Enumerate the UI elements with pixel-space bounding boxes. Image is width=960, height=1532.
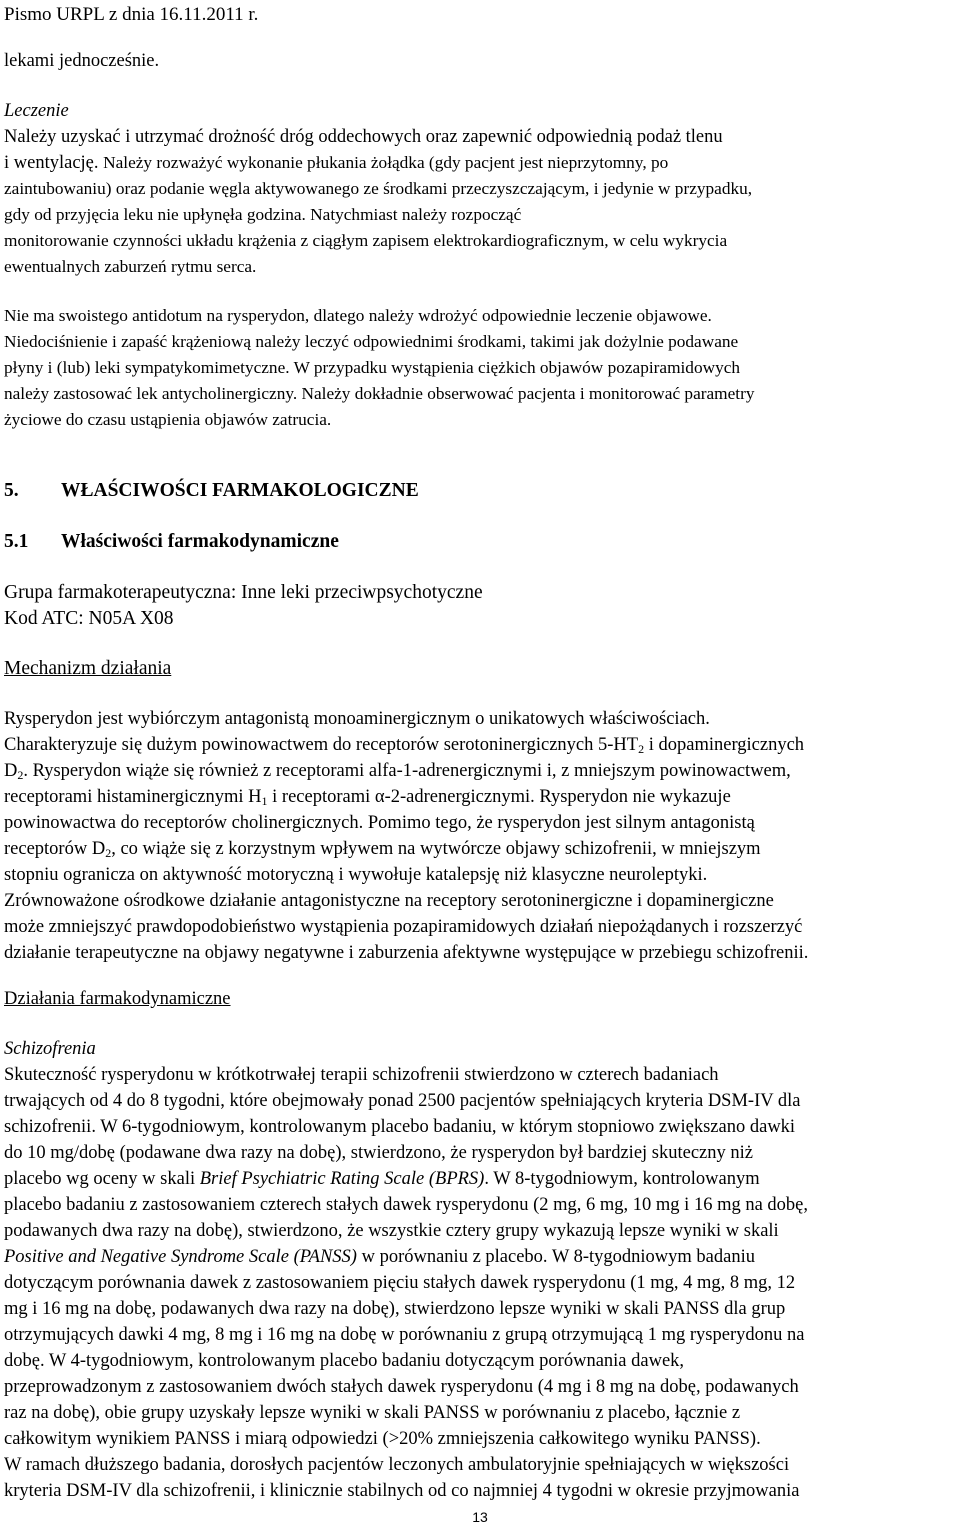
pharmacodynamics-heading [4,986,956,1012]
text-line: przeprowadzonym z zastosowaniem dwóch stałych dawek rysperydonu (4 mg i 8 mg na dobę, podawanych [4,1377,799,1397]
text-line [4,381,956,407]
text-line: Skuteczność rysperydonu w krótkotrwałej terapii schizofrenii stwierdzono w czterech badaniach [4,1065,719,1085]
text-span: . W 8-tygodniowym, kontrolowanym [484,1169,760,1189]
text-span: i receptorami α-2-adrenergicznymi. [267,787,540,807]
section-5-heading [4,478,956,504]
text-span: Rysperydon nie wykazuje [539,787,731,807]
subscript: 2 [105,846,112,860]
text-line: monitorowanie czynności układu krążenia z ciągłym zapisem elektrokardiograficznym, w celu wykrycia [4,231,728,250]
text-span: powinowactwa do receptorów cholinergicznych. [4,813,368,833]
text-line: do 10 mg/dobę (podawane dwa razy na dobę), stwierdzono, że rysperydon był bardziej skuteczny niż [4,1143,753,1163]
schizophrenia-section [4,1036,956,1504]
text-line: ewentualnych zaburzeń rytmu serca. [4,257,257,276]
text-line [4,836,956,862]
text-line: Zrównoważone ośrodkowe działanie antagonistyczne na receptory serotoninergiczne i dopaminergiczne [4,891,774,911]
text-span: i dopaminergicznych [644,735,805,755]
text-line [4,1166,956,1192]
treatment-section [4,98,956,280]
text-span: . Rysperydon wiąże się również z receptorami alfa-1-adrenergicznymi i, z mniejszym powinowactwem, [23,761,791,781]
text-line [4,202,956,228]
mechanism-heading [4,656,956,682]
document-header: Pismo URPL z dnia 16.11.2011 r. [4,4,259,25]
section-title [4,478,956,504]
text-span: Należy rozważyć wykonanie płukania żołądka (gdy pacjent jest nieprzytomny, po [103,153,669,172]
text-span: Natychmiast należy rozpocząć [310,205,522,224]
text-line: mg i 16 mg na dobę, podawanych dwa razy na dobę), stwierdzono lepsze wyniki w skali PANSS dla grup [4,1299,786,1319]
text-line: placebo badaniu z zastosowaniem czterech stałych dawek rysperydonu (2 mg, 6 mg, 10 mg i 16 mg na dobę, [4,1195,809,1215]
text-span: placebo wg oceny w skali [4,1169,200,1189]
text-line: Należy uzyskać i utrzymać drożność dróg oddechowych oraz zapewnić odpowiednią podaż tlenu [4,127,723,147]
text-line: całkowitym wynikiem PANSS i miarą odpowiedzi (>20% zmniejszenia całkowitego wyniku PANSS). [4,1429,761,1449]
text-line: kryteria DSM-IV dla schizofrenii, i klinicznie stabilnych od co najmniej 4 tygodni w okresie przyjmowania [4,1481,800,1501]
antidote-section [4,303,956,433]
section-title-text: WŁAŚCIWOŚCI FARMAKOLOGICZNE [61,480,419,501]
text-span: , co wiąże się z korzystnym wpływem na wytwórcze objawy schizofrenii, w mniejszym [111,839,761,859]
overdose-tail [4,48,956,74]
text-line: Nie ma swoistego antidotum na rysperydon, dlatego należy wdrożyć odpowiednie leczenie objawowe. [4,306,712,325]
section-number: 5.1 [4,531,29,552]
subsection-title: Schizofrenia [4,1039,96,1059]
subscript: 1 [261,794,268,808]
scale-name: Brief Psychiatric Rating Scale (BPRS) [199,1169,485,1189]
text-line: działanie terapeutyczne na objawy negatywne i zaburzenia afektywne występujące w przebiegu schizofrenii. [4,943,809,963]
text-line: stopniu ogranicza on aktywność motoryczną i wywołuje katalepsję niż klasyczne neuroleptyki. [4,865,708,885]
text-line: W ramach dłuższego badania, dorosłych pacjentów leczonych ambulatoryjnie spełniających w większości [4,1455,790,1475]
section-5-1-heading [4,529,956,555]
text-span: należy zastosować lek antycholinergiczny. [4,384,302,403]
text-line [4,355,956,381]
text-span: płyny i (lub) leki sympatykomimetyczne. [4,358,294,377]
text-line: Niedociśnienie i zapaść krążeniową należy leczyć odpowiednimi środkami, takimi jak dożylnie podawane [4,332,739,351]
text-span: D [4,761,18,781]
text-line [4,732,956,758]
text-line: Kod ATC: N05A X08 [4,608,174,629]
mechanism-section [4,706,956,966]
text-line: może zmniejszyć prawdopodobieństwo wystąpienia pozapiramidowych działań niepożądanych i rozszerzyć [4,917,803,937]
text-span: Charakteryzuje się dużym powinowactwem do receptorów serotoninergicznych 5-HT [4,735,639,755]
text-line [4,810,956,836]
section-number: 5. [4,480,19,501]
classification [4,580,956,632]
text-line: trwających od 4 do 8 tygodni, które obejmowały ponad 2500 pacjentów spełniających kryteria DSM-IV dla [4,1091,801,1111]
subscript: 2 [17,768,24,782]
section-title [4,529,956,555]
text-line: dotyczącym porównania dawek z zastosowaniem pięciu stałych dawek rysperydonu (1 mg, 4 mg, 8 mg, 12 [4,1273,796,1293]
text-span: receptorów D [4,839,106,859]
text-span: i wentylację. [4,153,104,173]
subscript: 2 [638,742,645,756]
text-line: Grupa farmakoterapeutyczna: Inne leki przeciwpsychotyczne [4,582,483,603]
subsection-title: Leczenie [4,101,69,121]
text-line: raz na dobę), obie grupy uzyskały lepsze wyniki w skali PANSS w porównaniu z placebo, łącznie z [4,1403,741,1423]
text-line [4,784,956,810]
text-span: w porównaniu z placebo. W 8-tygodniowym badaniu [356,1247,755,1267]
text-line: podawanych dwa razy na dobę), stwierdzono, że wszystkie cztery grupy wykazują lepsze wyniki w skali [4,1221,779,1241]
text-line [4,1244,956,1270]
subsection-title: Mechanizm działania [4,658,172,679]
subsection-title: Działania farmakodynamiczne [4,989,231,1009]
text-span: W przypadku wystąpienia ciężkich objawów pozapiramidowych [293,358,741,377]
text-line: schizofrenii. W 6-tygodniowym, kontrolowanym placebo badaniu, w którym stopniowo zwiększano dawki [4,1117,796,1137]
text-span: Pomimo tego, że rysperydon jest silnym antagonistą [367,813,755,833]
page-number: 13 [472,1509,488,1525]
text-line: otrzymujących dawki 4 mg, 8 mg i 16 mg na dobę w porównaniu z grupą otrzymującą 1 mg rysperydonu na [4,1325,805,1345]
text-span: Należy dokładnie obserwować pacjenta i monitorować parametry [301,384,755,403]
text-line: lekami jednocześnie. [4,51,160,71]
text-span: receptorami histaminergicznymi H [4,787,262,807]
text-line: dobę. W 4-tygodniowym, kontrolowanym placebo badaniu dotyczącym porównania dawek, [4,1351,685,1371]
text-line: zaintubowaniu) oraz podanie węgla aktywowanego ze środkami przeczyszczającym, i jedynie w przypadku, [4,179,753,198]
scale-name: Positive and Negative Syndrome Scale (PANSS) [4,1247,357,1267]
text-span: gdy od przyjęcia leku nie upłynęła godzina. [4,205,311,224]
section-title-text: Właściwości farmakodynamiczne [61,531,339,552]
text-line [4,150,956,176]
text-line: Rysperydon jest wybiórczym antagonistą monoaminergicznym o unikatowych właściwościach. [4,709,710,729]
text-line: życiowe do czasu ustąpienia objawów zatrucia. [4,410,332,429]
text-line [4,758,956,784]
